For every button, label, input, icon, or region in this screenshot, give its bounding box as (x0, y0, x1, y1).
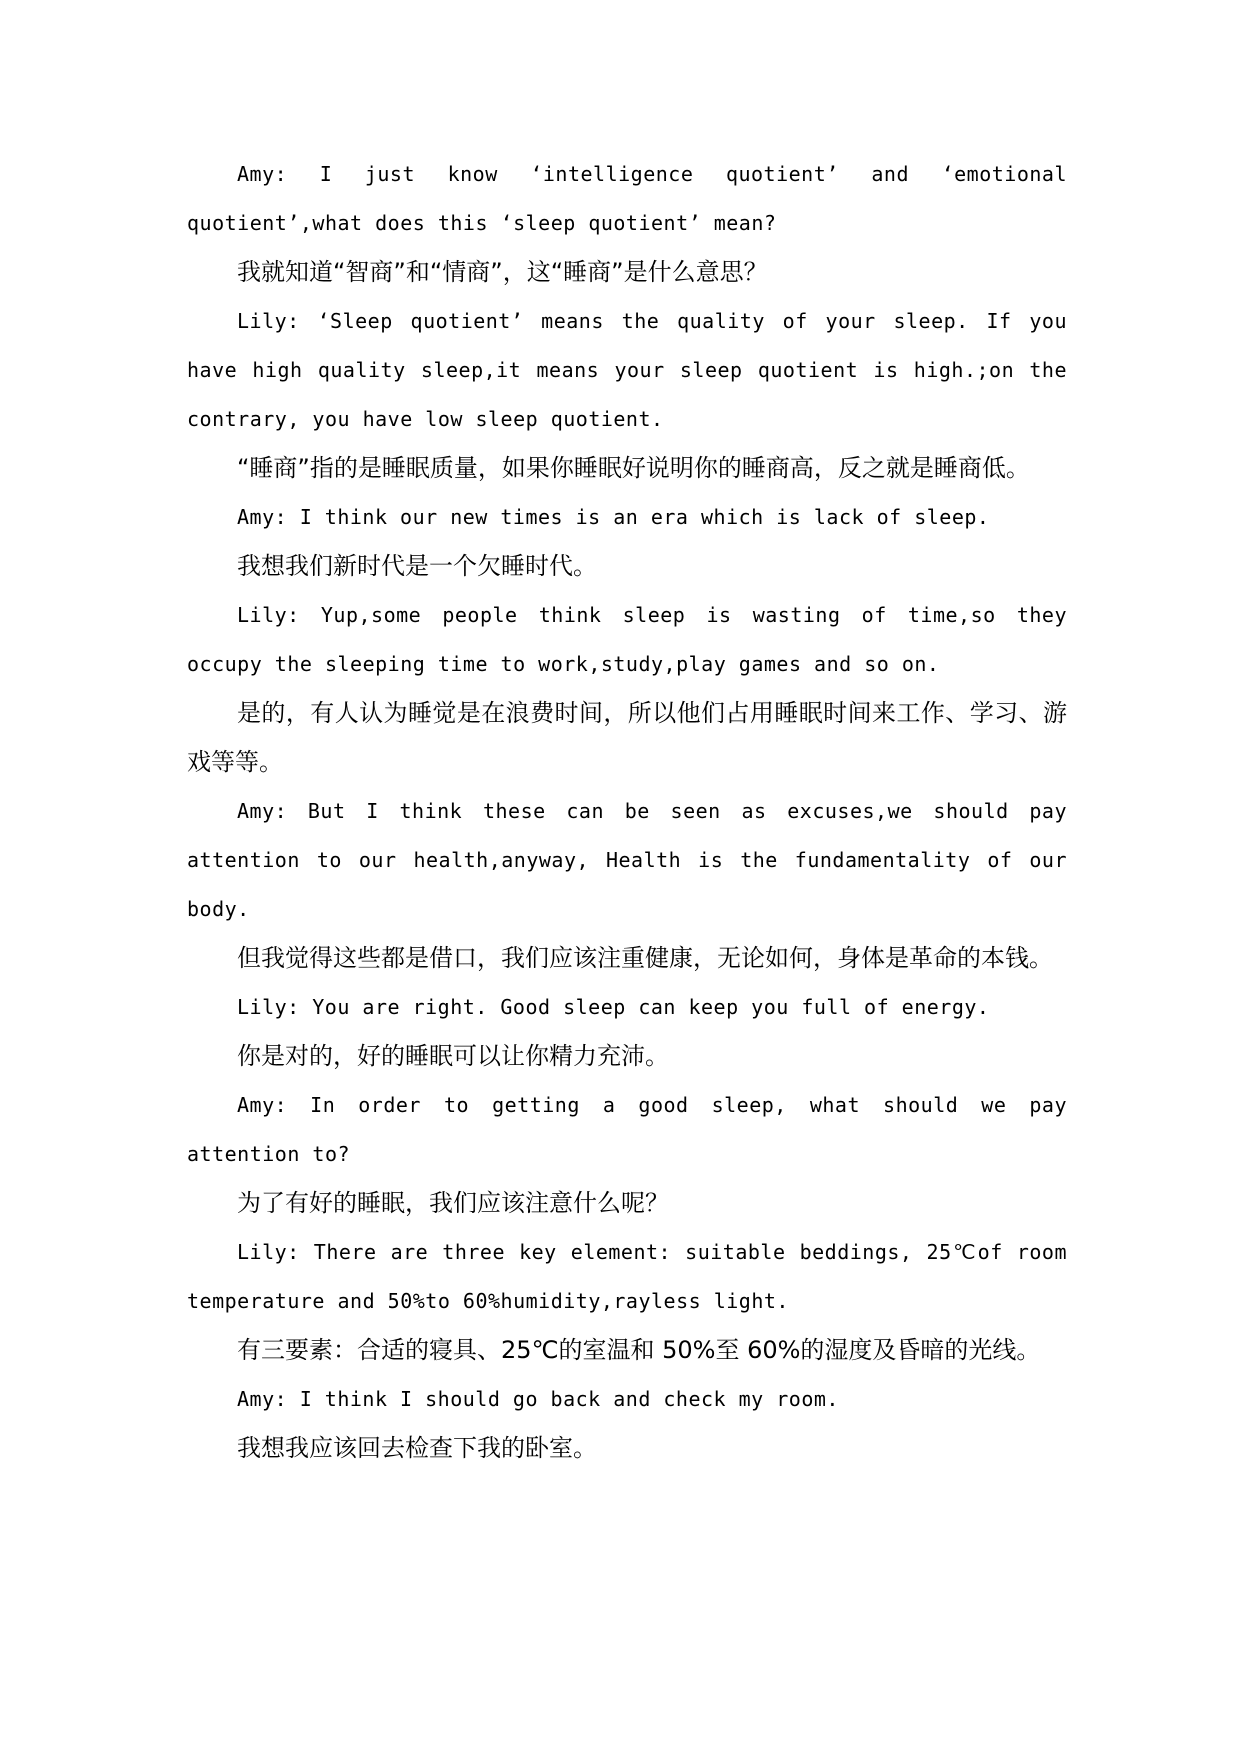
dialogue-line-chinese: 是的，有人认为睡觉是在浪费时间，所以他们占用睡眠时间来工作、学习、游戏等等。 (187, 699, 1067, 776)
dialogue-line-english: Lily: You are right. Good sleep can keep you full of energy. (237, 995, 990, 1019)
dialogue-line-english: Amy: I think I should go back and check my room. (237, 1387, 839, 1411)
dialogue-line-chinese: 为了有好的睡眠，我们应该注意什么呢？ (237, 1189, 669, 1217)
dialogue-line-chinese: “睡商”指的是睡眠质量，如果你睡眠好说明你的睡商高，反之就是睡商低。 (237, 454, 1030, 482)
dialogue-line-english: Amy: In order to getting a good sleep, what should we pay attention to? (187, 1093, 1067, 1166)
dialogue-line-english: Lily: Yup,some people think sleep is wasting of time,so they occupy the sleeping time to work,study,play games and so on. (187, 603, 1067, 676)
dialogue-line-english: Amy: I just know ‘intelligence quotient’ and ‘emotional quotient’,what does this ‘sleep quotient’ mean? (187, 162, 1067, 235)
dialogue-line-english: Amy: I think our new times is an era which is lack of sleep. (237, 505, 990, 529)
dialogue-line-chinese: 但我觉得这些都是借口，我们应该注重健康，无论如何，身体是革命的本钱。 (237, 944, 1053, 972)
dialogue-line-chinese: 我想我们新时代是一个欠睡时代。 (237, 552, 597, 580)
dialogue-line-english: Lily: ‘Sleep quotient’ means the quality of your sleep. If you have high quality sleep,it means your sleep quotient is high.;on the contrary, you have low sleep quotient. (187, 309, 1067, 431)
document-page (187, 150, 1067, 1473)
dialogue-line-english: Lily: There are three key element: suitable beddings, 25℃of room temperature and 50%to 60%humidity,rayless light. (187, 1240, 1067, 1313)
dialogue-line-chinese: 你是对的，好的睡眠可以让你精力充沛。 (237, 1042, 669, 1070)
dialogue-line-chinese: 我就知道“智商”和“情商”，这“睡商”是什么意思？ (237, 258, 768, 286)
dialogue-line-chinese: 有三要素：合适的寝具、25℃的室温和 50%至 60%的湿度及昏暗的光线。 (237, 1336, 1041, 1364)
dialogue-line-english: Amy: But I think these can be seen as excuses,we should pay attention to our health,anyway, Health is the fundamentality of our body. (187, 799, 1067, 921)
dialogue-line-chinese: 我想我应该回去检查下我的卧室。 (237, 1434, 597, 1462)
